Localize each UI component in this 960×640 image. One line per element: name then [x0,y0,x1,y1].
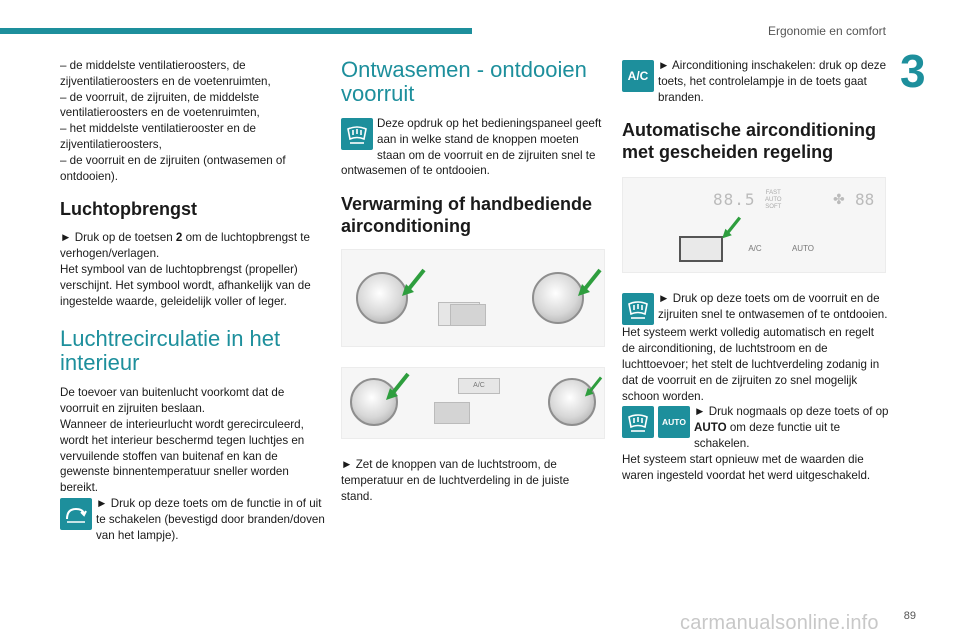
page-number: 89 [903,610,916,622]
heading-recirculatie: Luchtrecirculatie in het interieur [60,326,281,376]
recirculatie-text-2: Wanneer de interieurlucht wordt gerecirculeerd, wordt het interieur beschermd tegen luchtjes en vervuilende stoffen van buitenaf en kan de gewenste binnentemperatuur sneller worden bereikt. [60,417,305,495]
defrost-paragraph: ► Druk op deze toets om de voorruit en de zijruiten snel te ontwasemen of te ontdooien. [622,291,890,325]
arrow-icon [398,268,428,298]
automatic-ac-panel-illustration [622,177,886,273]
bullet-item: – het middelste ventilatierooster en de zijventilatieroosters, [60,122,256,151]
arrow-icon [382,372,412,402]
chapter-number: 3 [900,45,926,97]
knoppen-instruction: ► Zet de knoppen van de luchtstroom, de temperatuur en de luchtverdeling in de juiste stand. [341,458,570,503]
section-title: Ergonomie en comfort [767,24,886,38]
start-text: Het systeem start opnieuw met de waarden die waren ingesteld voordat het werd uitgeschakeld. [622,452,871,482]
heading-verwarming: Verwarming of handbediende airconditioning [341,194,593,237]
bullet-item: – de voorruit en de zijruiten (ontwasemen of ontdooien). [60,153,286,183]
systeem-text: Het systeem werkt volledig automatisch en regelt de airconditioning, de luchtstroom en de luchttoevoer; het stelt de luchtverdeling zodanig in dat de voorruit en de zijruiten zo snel mogelijk schoon worden. [622,326,880,403]
bullet-item: – de voorruit, de zijruiten, de middelste ventilatieroosters en de voetenruimten, [60,90,260,120]
recirculatie-text-1: De toevoer van buitenlucht voorkomt dat de voorruit en zijruiten beslaan. [60,386,285,416]
luchtopbrengst-text: Het symbool van de luchtopbrengst (propeller) verschijnt. Het symbool wordt, afhankelijk van de ingestelde waarde, geleidelijk voller of leger. [60,262,311,308]
ontwasemen-paragraph: Deze opdruk op het bedieningspaneel geeft aan in welke stand de knoppen moeten staan om de voorruit en de zijruiten snel te ontwasemen of te ontdooien. [341,117,602,178]
defrost-icon [622,406,654,438]
distribution-button [434,402,470,424]
watermark: carmanualsonline.info [680,612,879,634]
header-accent-bar [0,28,472,34]
column-3 [622,58,890,483]
ac-icon: A/C [622,60,654,92]
fan-icon: ✤ [833,191,845,208]
defrost-icon [622,293,654,325]
arrow-icon [582,372,604,402]
display-left: 88.5 [713,190,756,210]
heading-automatisch: Automatische airconditioning met gescheiden regeling [622,120,877,163]
display-right: 88 [855,190,875,210]
manual-ac-panel-illustration [341,249,605,347]
manual-ac-panel-illustration-2 [341,367,605,439]
defrost-button [679,236,723,262]
nogmaals-paragraph: AUTO ► Druk nogmaals op deze toets of op AUTO om deze functie uit te schakelen. [622,404,890,451]
ac-button: A/C [458,378,500,394]
display-modes: FAST AUTO SOFT [765,190,782,211]
distribution-button [450,304,486,326]
heading-luchtopbrengst: Luchtopbrengst [60,199,197,220]
arrow-icon [719,216,743,240]
recirculatie-instruction: ► Druk op deze toets om de functie in of uit te schakelen (bevestigd door branden/doven van het lampje). [60,496,326,543]
column-2 [341,58,603,505]
column-1 [60,58,326,543]
luchtopbrengst-instruction: ► Druk op de toetsen 2 om de luchtopbrengst te verhogen/verlagen. [60,231,310,261]
auto-icon: AUTO [658,406,690,438]
arrow-icon [574,268,604,298]
bullet-item: – de middelste ventilatieroosters, de zijventilatieroosters en de voetenruimten, [60,59,271,88]
ac-paragraph: A/C ► Airconditioning inschakelen: druk op deze toets, het controlelampje in de toets gaat branden. [622,58,890,105]
recirculation-icon [60,498,92,530]
auto-button: AUTO [791,244,815,254]
ac-button: A/C [748,244,762,254]
heading-ontwasemen: Ontwasemen - ontdooien voorruit [341,57,587,106]
defrost-icon [341,118,373,150]
